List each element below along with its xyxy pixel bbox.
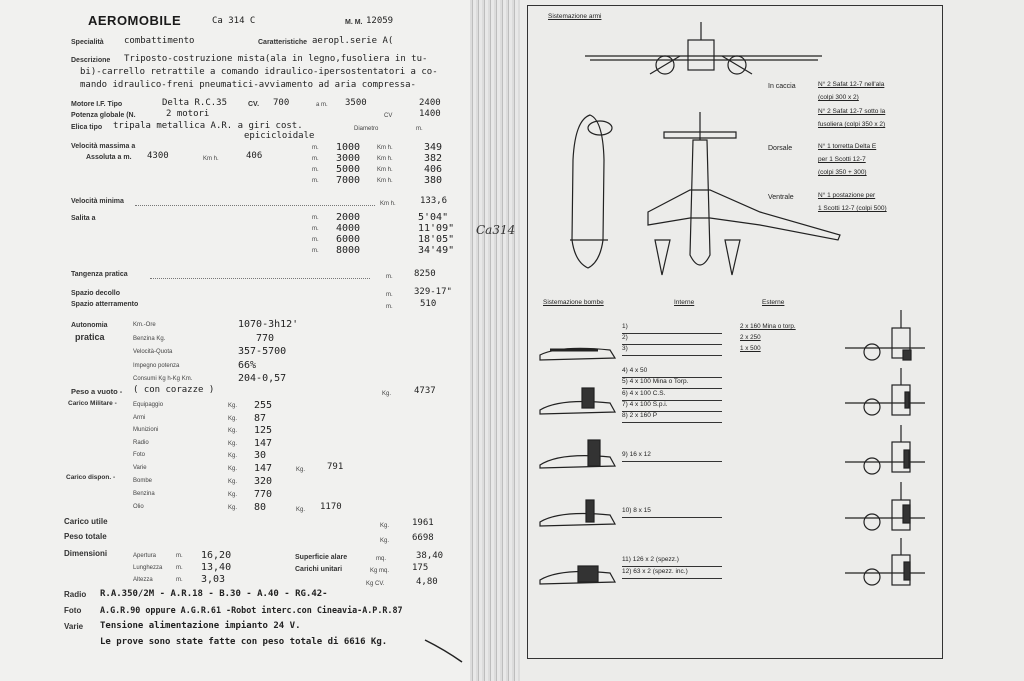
esterne-row: 1 x 500 [740,345,761,352]
carico-militare-row-value: 147 [254,463,273,474]
bomb-bay-5 [540,566,615,584]
in-caccia-label: In caccia [768,83,796,90]
peso-vuoto-label: Peso a vuoto - [71,387,123,396]
descrizione-line-2: bi)-carrello retrattile a comando idraulico-ipersostentatori a co- [80,67,438,77]
carico-militare-row-label: Armi [133,414,146,421]
assoluta-kmh: 406 [246,151,263,161]
potenza-cv-value: 1400 [419,109,441,119]
dorsale-line-2: per 1 Scotti 12-7 [818,156,866,163]
interne-row-rule [622,461,722,462]
interne-row-rule [622,344,722,345]
bomb-bay-2 [540,388,615,414]
dimensioni-row-unit: m. [176,565,183,571]
peso-totale-unit: Kg. [380,538,390,544]
bomb-bay-3 [540,440,615,468]
am-label: a m. [316,102,328,108]
kgcv-unit: Kg CV. [366,581,385,587]
dimensioni-label: Dimensioni [64,549,108,558]
carico-militare-row-unit: Kg. [228,403,238,409]
potenza-label: Potenza globale (N. [71,112,136,119]
interne-row: 6) 4 x 100 C.S. [622,390,666,397]
carico-militare-row-unit: Kg. [228,466,238,472]
dorsale-label: Dorsale [768,145,793,152]
velocita-row-kmh: 382 [424,153,443,164]
carico-militare-row-label: Equipaggio [133,402,164,408]
potenza-value: 2 motori [166,109,210,119]
caratteristiche-value: aeropl.serie A( [312,36,394,46]
in-caccia-line-2: (colpi 300 x 2) [818,94,859,101]
kgcv-value: 4,80 [416,577,438,587]
varie-line-1: Tensione alimentazione impianto 24 V. [100,621,301,631]
motore-value: Delta R.C.35 [162,98,228,108]
diametro-label: Diametro [354,126,379,132]
salita-row-unit-m: m. [312,215,319,221]
motore-m-value: 2400 [419,98,441,108]
front-view-1 [845,310,925,360]
interne-row: 3) [622,345,628,352]
assoluta-label: Assoluta a m. [86,154,132,161]
in-caccia-line-4: fusoliera (colpi 350 x 2) [818,121,886,128]
descrizione-line-3: mando idraulico-freni pneumatici-avviamento ad aria compressa- [80,80,416,90]
caratteristiche-label: Caratteristiche [258,39,308,46]
superficie-label: Superficie alare [295,554,348,561]
salita-label: Salita a [71,215,96,222]
salita-row-unit-m: m. [312,226,319,232]
aircraft-model: Ca 314 C [212,16,256,26]
carico-dispon-label: Carico dispon. - [66,474,116,481]
varie-line-2: Le prove sono state fatte con peso totale di 6616 Kg. [100,637,388,647]
dimensioni-row-label: Apertura [133,553,157,559]
salita-row-time: 34'49" [418,245,455,256]
tangenza-value: 8250 [414,269,436,279]
velocita-row-unit-kmh: Km h. [377,156,393,162]
carico-dispon-row-label: Benzina [133,491,155,497]
motore-label: Motore I.F. Tipo [71,101,123,108]
carico-dispon-total: 1170 [320,502,342,512]
carico-militare-row-value: 87 [254,412,267,424]
carico-utile-label: Carico utile [64,517,108,526]
peso-vuoto-value: 4737 [414,386,436,396]
carico-dispon-row-unit: Kg. [228,505,238,511]
velocita-row-m: 7000 [336,175,361,186]
carico-militare-row-unit: Kg. [228,453,238,460]
decollo-label: Spazio decollo [71,290,121,297]
interne-row: 2) [622,334,628,341]
autonomia-row-value: 204-0,57 [238,373,287,384]
carico-militare-total-unit: Kg. [296,467,306,473]
radio-label: Radio [64,590,87,599]
carico-utile-unit: Kg. [380,523,390,529]
interne-row: 11) 126 x 2 (spezz.) [622,556,679,563]
tangenza-label: Tangenza pratica [71,271,128,278]
elica-label: Elica tipo [71,124,103,131]
carico-militare-label: Carico Militare - [68,400,117,407]
atterramento-unit: m. [386,304,393,310]
autonomia-row-value: 357-5700 [238,346,287,357]
velocita-row-unit-kmh: Km h. [377,145,393,151]
velocita-label: Velocità massima a [71,143,136,150]
carico-militare-total: 791 [327,462,344,472]
carichi-unit: Kg mq. [370,568,390,574]
pratica-label: pratica [75,332,105,342]
superficie-value: 38,40 [416,551,444,561]
carico-militare-row-label: Munizioni [133,427,159,434]
carico-militare-row-value: 255 [254,400,273,411]
elica-value-2: epicicloidale [244,131,315,141]
interne-row-rule [622,388,722,389]
velocita-row-unit-m: m. [312,178,319,184]
autonomia-row-label: Impegno potenza [133,362,180,369]
carico-dispon-row-value: 320 [254,476,273,487]
peso-totale-label: Peso totale [64,532,107,541]
ventrale-line-2: 1 Scotti 12-7 (colpi 500) [818,205,887,212]
front-view-2 [845,368,925,415]
interne-row: 1) [622,323,628,330]
atterramento-label: Spazio atterramento [71,301,139,308]
interne-row: 4) 4 x 50 [622,367,648,374]
diametro-unit: m. [416,126,423,132]
front-view-3 [845,425,925,474]
carichi-label: Carichi unitari [295,566,343,573]
carico-dispon-row-value: 770 [254,489,273,500]
autonomia-row-value: 770 [256,332,275,344]
velocita-row-unit-kmh: Km h. [377,178,393,184]
carico-militare-row-label: Radio [133,439,149,446]
tangenza-unit: m. [386,274,393,280]
autonomia-row-label: Velocità-Quota [133,349,173,355]
carico-militare-row-value: 125 [254,425,273,437]
specialita-label: Specialità [71,39,104,46]
carico-militare-row-value: 30 [254,450,267,462]
autonomia-row-label: Benzina Kg. [133,335,166,342]
autonomia-row-label: Km.-Ore [133,322,156,328]
dimensioni-row-unit: m. [176,553,183,559]
bombe-title: Sistemazione bombe [543,299,604,306]
atterramento-value: 510 [420,299,437,309]
dimensioni-row-unit: m. [176,577,183,583]
salita-row-time: 11'09" [418,223,455,234]
carico-militare-row-unit: Kg. [228,415,238,422]
velocita-row-kmh: 380 [424,175,443,186]
interne-row: 8) 2 x 160 P [622,412,658,419]
salita-row-unit-m: m. [312,248,319,254]
esterne-row: 2 x 250 [740,334,761,341]
carico-militare-row-label: Varie [133,465,147,471]
carichi-value: 175 [412,563,429,573]
aircraft-title: AEROMOBILE [88,13,182,28]
dimensioni-row-label: Altezza [133,577,153,583]
bomb-bay-4 [540,500,615,526]
mm-value: 12059 [366,16,394,26]
interne-row-rule [622,578,722,579]
dimensioni-row-label: Lunghezza [133,565,163,571]
interne-label: Interne [674,299,695,306]
dorsale-line-1: N° 1 torretta Delta E [818,143,877,150]
front-views-column [845,310,925,585]
peso-vuoto-unit: Kg. [382,391,392,397]
salita-row-m: 6000 [336,234,361,245]
radio-value: R.A.350/2M - A.R.18 - B.30 - A.40 - RG.42- [100,589,328,599]
velocita-row-kmh: 349 [424,142,443,153]
esterne-label: Esterne [762,299,785,306]
superficie-unit: mq. [376,556,387,562]
velocita-minima-value: 133,6 [420,196,448,206]
bomb-bay-1 [540,348,615,360]
in-caccia-line-3: N° 2 Safat 12-7 sotto la [818,108,886,115]
salita-row-m: 2000 [336,212,361,223]
carico-dispon-row-unit: Kg. [228,479,238,485]
descrizione-label: Descrizione [71,57,111,64]
ventrale-line-1: N° 1 postazione per [818,192,876,199]
armi-title: Sistemazione armi [548,13,602,20]
carico-militare-row-label: Foto [133,452,146,459]
interne-row-rule [622,333,722,334]
velocita-row-unit-m: m. [312,156,319,162]
cv-label: CV. [248,101,260,108]
decollo-unit: m. [386,292,393,298]
ventrale-label: Ventrale [768,194,794,201]
interne-row: 9) 16 x 12 [622,451,651,458]
carico-dispon-total-unit: Kg. [296,507,306,513]
peso-totale-value: 6698 [412,533,434,543]
foto-label: Foto [64,606,82,615]
autonomia-label: Autonomia [71,322,108,329]
salita-row-unit-m: m. [312,237,319,243]
salita-row-time: 5'04" [418,212,449,223]
assoluta-kmh-unit: Km h. [203,156,219,162]
carico-militare-row-value: 147 [254,437,273,449]
velocita-minima-label: Velocità minima [71,198,124,205]
salita-row-time: 18'05" [418,234,455,245]
elica-value: tripala metallica A.R. a giri cost. [113,121,303,131]
velocita-minima-unit: Km h. [380,201,396,207]
decollo-value: 329-17" [414,287,452,297]
dorsale-line-3: (colpi 350 + 300) [818,169,867,176]
assoluta-value: 4300 [147,151,169,161]
velocita-row-unit-m: m. [312,145,319,151]
peso-vuoto-note: ( con corazze ) [133,385,215,395]
velocita-row-kmh: 406 [424,164,443,175]
carico-dispon-row-unit: Kg. [228,492,238,498]
interne-row-rule [622,517,722,518]
interne-row: 10) 8 x 15 [622,507,651,514]
dimensioni-row-value: 16,20 [201,550,232,561]
dimensioni-row-value: 3,03 [201,574,226,585]
autonomia-row-value: 1070-3h12' [238,319,299,330]
potenza-cv-label: CV [384,113,393,119]
salita-row-m: 8000 [336,245,361,256]
carico-dispon-row-label: Olio [133,504,144,510]
varie-label: Varie [64,622,84,631]
front-view-5 [845,538,925,585]
carico-militare-row-unit: Kg. [228,428,238,435]
interne-row: 7) 4 x 100 S.p.i. [622,401,668,408]
carico-dispon-row-label: Bombe [133,478,153,484]
am-value: 3500 [345,98,367,108]
descrizione-line-1: Triposto-costruzione mista(ala in legno,fusoliera in tu- [124,54,428,64]
velocita-row-unit-kmh: Km h. [377,167,393,173]
carico-utile-value: 1961 [412,518,434,528]
interne-row-rule [622,566,722,567]
interne-row: 12) 63 x 2 (spezz. inc.) [622,568,688,575]
mm-label: M. M. [345,19,363,26]
velocita-row-unit-m: m. [312,167,319,173]
carico-militare-row-unit: Kg. [228,440,238,447]
velocita-row-m: 1000 [336,142,361,153]
esterne-row: 2 x 160 Mina o torp. [740,323,796,330]
velocita-row-m: 5000 [336,164,361,175]
autonomia-row-label: Consumi Kg h-Kg Km. [133,376,193,382]
front-view-4 [845,482,925,530]
salita-row-m: 4000 [336,223,361,234]
foto-value: A.G.R.90 oppure A.G.R.61 -Robot interc.con Cineavia-A.P.R.87 [100,605,403,615]
specialita-value: combattimento [124,36,195,46]
autonomia-row-value: 66% [238,359,257,371]
in-caccia-line-1: N° 2 Safat 12-7 nell'ala [818,81,885,88]
interne-row-rule [622,355,722,356]
handwritten-note: Ca314 [476,223,516,237]
carico-dispon-row-value: 80 [254,502,267,513]
dimensioni-row-value: 13,40 [201,562,232,573]
cv-value: 700 [273,98,290,108]
velocita-row-m: 3000 [336,153,361,164]
interne-row: 5) 4 x 100 Mina o Torp. [622,378,689,385]
interne-row-rule [622,422,722,423]
